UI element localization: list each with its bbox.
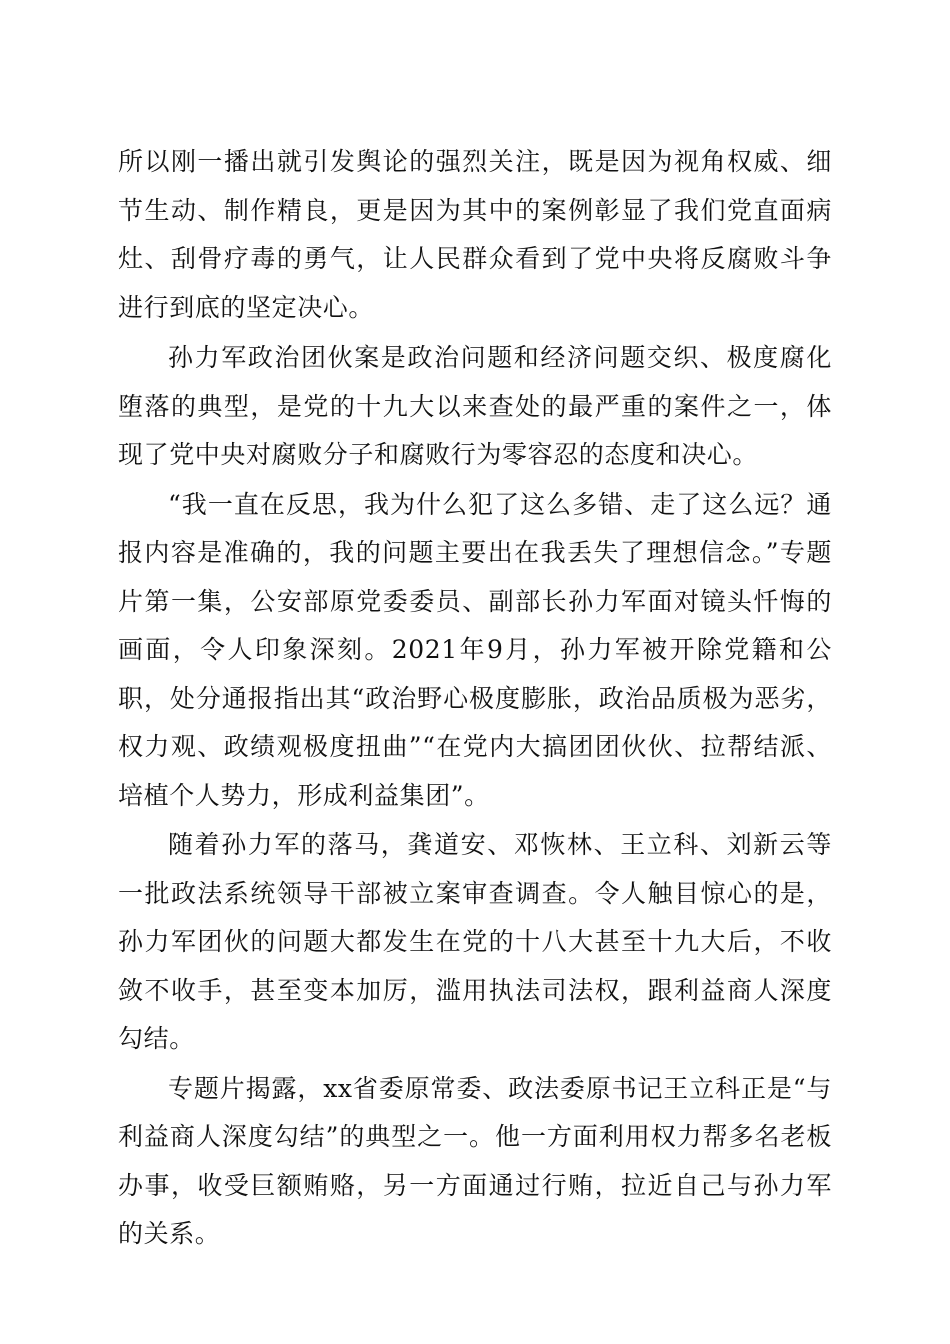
document-body — [118, 138, 832, 1259]
paragraph-2: 孙力军政治团伙案是政治问题和经济问题交织、极度腐化堕落的典型，是党的十九大以来查处的最严重的案件之一，体现了党中央对腐败分子和腐败行为零容忍的态度和决心。 — [118, 343, 832, 469]
paragraph-5: 专题片揭露，xx省委原常委、政法委原书记王立科正是“与利益商人深度勾结”的典型之一。他一方面利用权力帮多名老板办事，收受巨额贿赂，另一方面通过行贿，拉近自己与孙力军的关系。 — [118, 1073, 832, 1248]
paragraph-3: “我一直在反思，我为什么犯了这么多错、走了这么远？通报内容是准确的，我的问题主要出在我丢失了理想信念。”专题片第一集，公安部原党委委员、副部长孙力军面对镜头忏悔的画面，令人印象深刻。2021年9月，孙力军被开除党籍和公职，处分通报指出其“政治野心极度膨胀，政治品质极为恶劣，权力观、政绩观极度扭曲”“在党内大搞团团伙伙、拉帮结派、培植个人势力，形成利益集团”。 — [118, 489, 832, 810]
paragraph-4: 随着孙力军的落马，龚道安、邓恢林、王立科、刘新云等一批政法系统领导干部被立案审查调查。令人触目惊心的是，孙力军团伙的问题大都发生在党的十八大甚至十九大后，不收敛不收手，甚至变本加厉，滥用执法司法权，跟利益商人深度勾结。 — [118, 830, 832, 1053]
paragraph-1: 所以刚一播出就引发舆论的强烈关注，既是因为视角权威、细节生动、制作精良，更是因为其中的案例彰显了我们党直面病灶、刮骨疗毒的勇气，让人民群众看到了党中央将反腐败斗争进行到底的坚定决心。 — [118, 147, 832, 322]
